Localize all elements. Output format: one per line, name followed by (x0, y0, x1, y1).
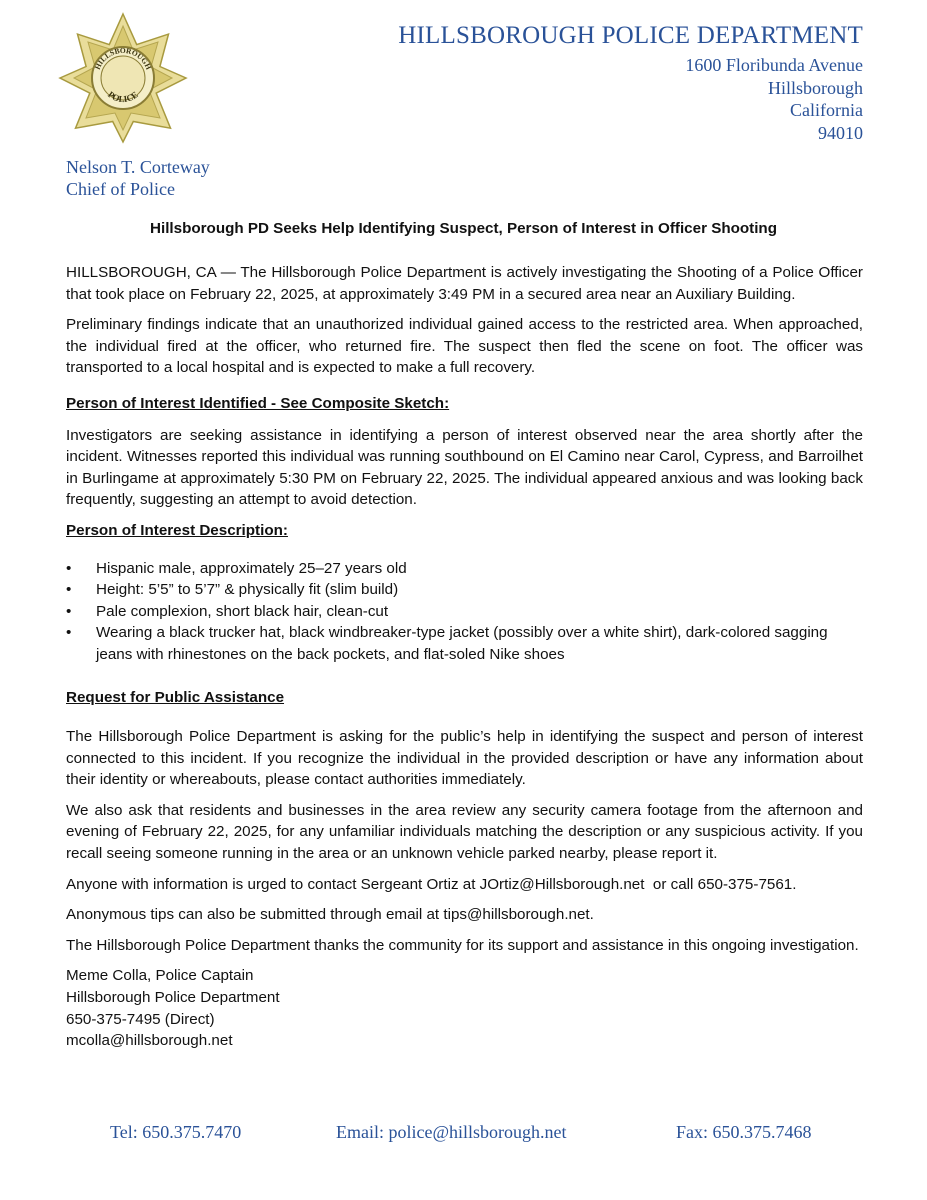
intro-paragraph: HILLSBOROUGH, CA — The Hillsborough Police Department is actively investigating the Shooting of a Police Officer that took place on February 22, 2025, at approximately 3:49 PM in a secured area near an Auxiliary Building. (66, 264, 863, 303)
chief-name: Nelson T. Corteway (66, 157, 210, 177)
bullet-icon: • (66, 559, 72, 577)
camera-footage-paragraph: We also ask that residents and businesses in the area review any security camera footage from the afternoon and evening of February 22, 2025, for any unfamiliar individuals matching the description or any suspicious activity. If you recall seeing someone running in the area or an unknown vehicle parked nearby, please report it. (66, 801, 863, 863)
description-list (66, 558, 863, 666)
badge-text-bottom: POLICE (106, 89, 140, 105)
address-street: 1600 Floribunda Avenue (685, 55, 863, 75)
chief-title: Chief of Police (66, 179, 175, 199)
list-item: • Hispanic male, approximately 25–27 years old (66, 558, 863, 580)
description-heading: Person of Interest Description: (66, 521, 288, 539)
address-state: California (790, 100, 863, 121)
signature-block (66, 965, 863, 1051)
poi-paragraph: Investigators are seeking assistance in identifying a person of interest observed near the area shortly after the incident. Witnesses reported this individual was running southbound on El Camino near Carol, Cypress, and Barroilhet in Burlingame at approximately 5:30 PM on February 22, 2025. The individual appeared anxious and was looking back frequently, suggesting an attempt to avoid detection. (66, 426, 863, 509)
list-item: • Height: 5’5” to 5’7” & physically fit (slim build) (66, 579, 863, 601)
signature-department: Hillsborough Police Department (66, 989, 280, 1007)
contact-paragraph: Anyone with information is urged to contact Sergeant Ortiz at JOrtiz@Hillsborough.net or call 650-375-7561. (66, 875, 797, 893)
list-item: • Wearing a black trucker hat, black windbreaker-type jacket (possibly over a white shirt), dark-colored sagging jeans with rhinestones on the back pockets, and flat-soled Nike shoes (66, 624, 828, 663)
press-release-body (66, 262, 863, 1052)
chief-block (66, 156, 210, 200)
department-address (685, 54, 863, 144)
signature-phone: 650-375-7495 (Direct) (66, 1010, 215, 1028)
poi-heading: Person of Interest Identified - See Composite Sketch: (66, 394, 450, 412)
signature-email: mcolla@hillsborough.net (66, 1032, 233, 1050)
request-heading: Request for Public Assistance (66, 688, 285, 706)
findings-paragraph: Preliminary findings indicate that an unauthorized individual gained access to the restricted area. When approached, the individual fired at the officer, who returned fire. The suspect then fled the scene on foot. The officer was transported to a local hospital and is expected to make a full recovery. (66, 316, 863, 377)
bullet-icon: • (66, 602, 72, 620)
footer-fax: Fax: 650.375.7468 (676, 1122, 812, 1142)
bullet-icon: • (66, 581, 72, 599)
address-city: Hillsborough (767, 77, 863, 98)
footer-tel: Tel: 650.375.7470 (110, 1122, 242, 1142)
thanks-paragraph: The Hillsborough Police Department thanks the community for its support and assistance in this ongoing investigation. (66, 936, 859, 954)
list-item: • Pale complexion, short black hair, clean-cut (66, 601, 863, 623)
police-badge-logo (58, 10, 188, 145)
press-release-title: Hillsborough PD Seeks Help Identifying Suspect, Person of Interest in Officer Shooting (150, 220, 777, 237)
bullet-icon: • (66, 624, 72, 642)
badge-text-top: HILLSBOROUGH (92, 45, 154, 71)
department-name: HILLSBOROUGH POLICE DEPARTMENT (398, 22, 863, 49)
request-paragraph: The Hillsborough Police Department is asking for the public’s help in identifying the suspect and person of interest connected to this incident. If you recognize the individual in the provided description or have any information about their identity or whereabouts, please contact authorities immediately. (66, 728, 863, 789)
signature-name: Meme Colla, Police Captain (66, 967, 254, 985)
address-zip: 94010 (818, 122, 863, 143)
footer-email: Email: police@hillsborough.net (336, 1122, 567, 1142)
anonymous-tips-paragraph: Anonymous tips can also be submitted through email at tips@hillsborough.net. (66, 906, 594, 924)
